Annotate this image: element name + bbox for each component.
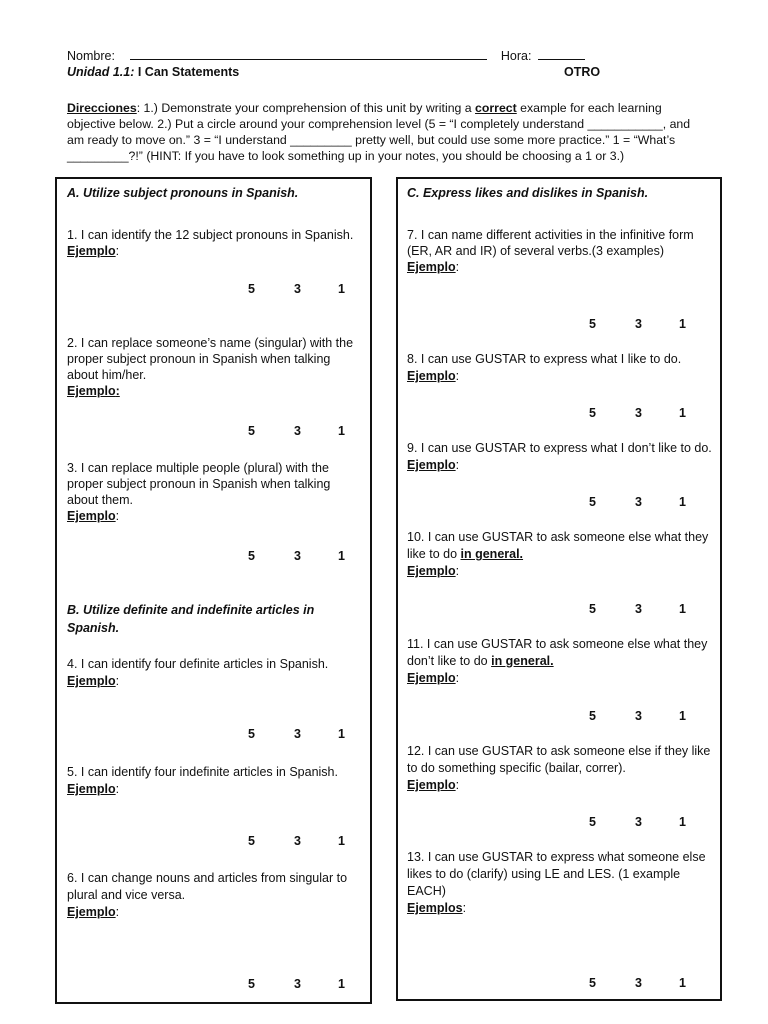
ejemplo-colon: :	[115, 782, 120, 796]
directions-line-3: am ready to move on.” 3 = “I understand _________ pretty well, but could use some more practice.” 1 = “What’s	[67, 133, 676, 147]
scale-1[interactable]: 1	[679, 406, 686, 420]
scale-3[interactable]: 3	[635, 406, 642, 420]
q6-text-2: plural and vice versa.	[67, 888, 186, 902]
scale-1[interactable]: 1	[679, 317, 686, 331]
scale-1[interactable]: 1	[338, 282, 345, 296]
ejemplo-colon: :	[115, 674, 120, 688]
scale-3[interactable]: 3	[294, 727, 301, 741]
nombre-row	[67, 48, 707, 64]
q11-text-2	[407, 653, 554, 669]
ejemplo-label: Ejemplo	[67, 244, 116, 258]
scale-3[interactable]: 3	[294, 549, 301, 563]
q2-text-3: about him/her.	[67, 368, 147, 382]
q11-text-1: 11. I can use GUSTAR to ask someone else what they	[407, 637, 708, 651]
scale-5[interactable]: 5	[248, 834, 255, 848]
unit-label: Unidad 1.1:	[67, 65, 135, 79]
scale-1[interactable]: 1	[679, 602, 686, 616]
q11-in-general: in general.	[491, 654, 554, 668]
scale-1[interactable]: 1	[338, 549, 345, 563]
q12-ejemplo	[407, 777, 459, 793]
scale-3[interactable]: 3	[294, 977, 301, 991]
scale-5[interactable]: 5	[589, 815, 596, 829]
q6-text-1: 6. I can change nouns and articles from singular to	[67, 871, 348, 885]
q3-text-3: about them.	[67, 493, 134, 507]
right-box	[396, 177, 722, 1001]
q4-ejemplo	[67, 673, 119, 689]
q2-text-1: 2. I can replace someone’s name (singular) with the	[67, 336, 354, 350]
ejemplo-label: Ejemplo	[67, 509, 116, 523]
q2-text-2: proper subject pronoun in Spanish when talking	[67, 352, 331, 366]
directions-correct: correct	[475, 101, 517, 115]
ejemplo-colon: :	[462, 901, 467, 915]
q2-ejemplo	[67, 383, 120, 399]
otro-label: OTRO	[564, 65, 601, 79]
ejemplo-label: Ejemplo	[67, 384, 116, 398]
scale-3[interactable]: 3	[294, 424, 301, 438]
scale-3[interactable]: 3	[635, 709, 642, 723]
q11-ejemplo	[407, 670, 459, 686]
q7-text-2: (ER, AR and IR) of several verbs.(3 examples)	[407, 244, 665, 258]
nombre-blank[interactable]	[130, 59, 487, 60]
nombre-label: Nombre:	[67, 49, 115, 63]
scale-1[interactable]: 1	[338, 834, 345, 848]
ejemplo-colon: :	[455, 778, 460, 792]
ejemplo-colon: :	[115, 509, 120, 523]
scale-5[interactable]: 5	[589, 406, 596, 420]
q3-ejemplo	[67, 508, 119, 524]
q10-text-2a: like to do	[407, 547, 461, 561]
scale-1[interactable]: 1	[679, 709, 686, 723]
scale-5[interactable]: 5	[589, 495, 596, 509]
ejemplo-label: Ejemplo	[407, 564, 456, 578]
q10-in-general: in general.	[460, 547, 524, 561]
scale-1[interactable]: 1	[679, 495, 686, 509]
q10-ejemplo	[407, 563, 459, 579]
q13-text-2: likes to do (clarify) using LE and LES. (1 example	[407, 867, 681, 881]
ejemplo-colon: :	[115, 244, 120, 258]
scale-5[interactable]: 5	[589, 709, 596, 723]
section-a-heading: A. Utilize subject pronouns in Spanish.	[67, 186, 299, 200]
scale-3[interactable]: 3	[294, 834, 301, 848]
q7-text-1: 7. I can name different activities in the infinitive form	[407, 228, 694, 242]
scale-3[interactable]: 3	[635, 495, 642, 509]
ejemplo-colon: :	[455, 671, 460, 685]
ejemplo-label: Ejemplo	[407, 778, 456, 792]
ejemplo-label: Ejemplo	[407, 671, 456, 685]
scale-1[interactable]: 1	[679, 976, 686, 990]
ejemplo-colon: :	[455, 564, 460, 578]
scale-5[interactable]: 5	[248, 977, 255, 991]
q1-ejemplo	[67, 243, 119, 259]
q13-text-3: EACH)	[407, 884, 446, 898]
q11-text-2a: don’t like to do	[407, 654, 492, 668]
ejemplo-colon: :	[115, 384, 120, 398]
scale-5[interactable]: 5	[248, 424, 255, 438]
ejemplo-colon: :	[455, 369, 460, 383]
directions-text-1: : 1.) Demonstrate your comprehension of this unit by writing a	[136, 101, 476, 115]
scale-3[interactable]: 3	[635, 602, 642, 616]
scale-5[interactable]: 5	[248, 282, 255, 296]
q12-text-1: 12. I can use GUSTAR to ask someone else if they like	[407, 744, 711, 758]
q3-text-2: proper subject pronoun in Spanish when talking	[67, 477, 331, 491]
section-b-heading-2: Spanish.	[67, 621, 120, 635]
q10-text-2	[407, 546, 523, 562]
scale-5[interactable]: 5	[589, 976, 596, 990]
directions-line-2: objective below. 2.) Put a circle around your comprehension level (5 = “I completely understand ___________, and	[67, 117, 691, 131]
section-b-heading-1: B. Utilize definite and indefinite articles in	[67, 603, 315, 617]
unit-title	[67, 64, 239, 80]
scale-1[interactable]: 1	[679, 815, 686, 829]
scale-1[interactable]: 1	[338, 727, 345, 741]
q1-text: 1. I can identify the 12 subject pronouns in Spanish.	[67, 228, 354, 242]
ejemplos-label: Ejemplos	[407, 901, 463, 915]
q7-ejemplo	[407, 259, 459, 275]
ejemplo-label: Ejemplo	[407, 458, 456, 472]
ejemplo-label: Ejemplo	[407, 369, 456, 383]
hora-blank[interactable]	[538, 59, 585, 60]
scale-3[interactable]: 3	[294, 282, 301, 296]
ejemplo-label: Ejemplo	[67, 782, 116, 796]
q13-text-1: 13. I can use GUSTAR to express what someone else	[407, 850, 706, 864]
q8-ejemplo	[407, 368, 459, 384]
scale-5[interactable]: 5	[248, 549, 255, 563]
scale-1[interactable]: 1	[338, 977, 345, 991]
ejemplo-label: Ejemplo	[407, 260, 456, 274]
q3-text-1: 3. I can replace multiple people (plural) with the	[67, 461, 329, 475]
scale-5[interactable]: 5	[589, 317, 596, 331]
scale-5[interactable]: 5	[589, 602, 596, 616]
scale-1[interactable]: 1	[338, 424, 345, 438]
q5-text: 5. I can identify four indefinite articles in Spanish.	[67, 765, 338, 779]
scale-3[interactable]: 3	[635, 815, 642, 829]
q4-text: 4. I can identify four definite articles in Spanish.	[67, 657, 329, 671]
section-c-heading: C. Express likes and dislikes in Spanish.	[407, 186, 649, 200]
ejemplo-colon: :	[115, 905, 120, 919]
directions-label: Direcciones	[67, 101, 137, 115]
ejemplo-colon: :	[455, 260, 460, 274]
directions-text-2: example for each learning	[516, 101, 662, 115]
q10-text-1: 10. I can use GUSTAR to ask someone else what they	[407, 530, 709, 544]
ejemplo-colon: :	[455, 458, 460, 472]
q5-ejemplo	[67, 781, 119, 797]
q13-ejemplos	[407, 900, 466, 916]
q9-ejemplo	[407, 457, 459, 473]
q9-text: 9. I can use GUSTAR to express what I don’t like to do.	[407, 441, 712, 455]
ejemplo-label: Ejemplo	[67, 905, 116, 919]
ejemplo-label: Ejemplo	[67, 674, 116, 688]
scale-5[interactable]: 5	[248, 727, 255, 741]
hora-label: Hora:	[500, 49, 532, 63]
unit-name: I Can Statements	[134, 65, 240, 79]
left-box	[55, 177, 372, 1004]
q6-ejemplo	[67, 904, 119, 920]
scale-3[interactable]: 3	[635, 976, 642, 990]
directions-line-4: _________?!” (HINT: If you have to look something up in your notes, you should be choosing a 1 or 3.)	[67, 149, 625, 163]
directions	[67, 100, 727, 164]
q12-text-2: to do something specific (bailar, correr).	[407, 761, 626, 775]
q8-text: 8. I can use GUSTAR to express what I like to do.	[407, 352, 682, 366]
scale-3[interactable]: 3	[635, 317, 642, 331]
